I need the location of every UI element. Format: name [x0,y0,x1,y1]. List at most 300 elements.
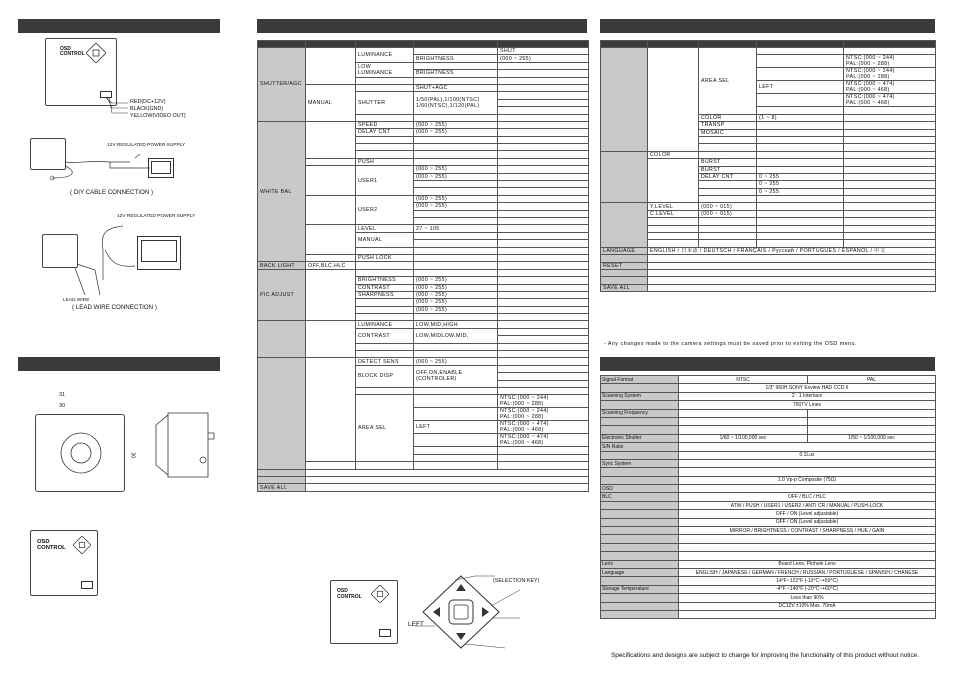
table-cell [679,459,936,467]
table-cell [601,610,679,618]
table-cell [844,225,936,232]
table-cell [356,314,414,321]
table-cell: NTSC:(000 ~ 244) PAL:(000 ~ 288) [844,55,936,68]
table-cell [757,203,844,210]
table-cell: LEVEL [356,225,414,232]
table-cell: LUMINANCE [356,48,414,63]
table-row [258,195,589,202]
camera-osd-small [330,580,398,644]
table-cell [356,462,414,469]
table-cell [498,254,589,261]
table-row [258,254,589,261]
table-cell [601,255,648,262]
table-cell: Storage Temperature [601,585,679,593]
table-cell [601,48,648,152]
table-cell [498,240,589,247]
table-cell [808,426,936,434]
table-row [601,535,936,543]
footer-disclaimer: Specifications and designs are subject to change for improving the functionality of this product without notice. [611,652,919,659]
table-cell [757,129,844,136]
table-cell [306,195,356,225]
table-cell [356,77,414,84]
table-cell [498,114,589,121]
table-cell: LEFT [757,81,844,94]
table-cell [498,158,589,165]
table-cell: ENGLISH / JAPANESE / GERMAN / FRENCH / RUSSIAN / PORTUGUESE / SPANISH / CHANESE [679,568,936,576]
table-cell [498,321,589,328]
table-row [258,48,589,55]
wire-yellow-label: YELLOW(VIDEO OUT) [130,113,186,119]
table-cell: 2 : 1 Interlace [679,392,936,400]
table-cell [844,151,936,158]
table-cell [699,151,757,158]
table-cell [699,136,757,143]
table-cell: BRIGHTNESS [414,70,498,77]
table-cell [844,159,936,166]
table-cell: AREA SEL [356,395,414,462]
table-cell: -4°F ~140°F (-20°C~+60°C) [679,585,936,593]
table-row [601,240,936,247]
table-cell [498,232,589,239]
table-cell [414,181,498,188]
table-cell [757,136,844,143]
table-cell [498,77,589,84]
table-cell: BLOCK DISP [356,365,414,387]
table-cell [498,173,589,180]
table-cell [757,225,844,232]
table-cell: (000 ~ 255) [414,166,498,173]
table-cell: Scanning System [601,392,679,400]
table-cell: (000 ~ 255) [414,195,498,202]
table-cell [648,262,936,269]
table-cell [601,203,648,247]
menu-reset: RESET [601,262,648,269]
table-row [258,469,589,476]
table-cell [699,225,757,232]
table-cell [757,144,844,151]
table-cell [498,107,589,114]
table-cell [258,469,306,476]
table-cell [699,181,757,188]
table-cell: (000 ~ 255) [414,299,498,306]
table-cell [498,358,589,365]
table-cell: NTSC:(000 ~ 474) PAL:(000 ~ 468) [498,434,589,447]
table-cell: Sync System [601,459,679,467]
table-cell [414,48,498,55]
table-cell [679,409,808,417]
table-cell [757,41,844,48]
table-cell: COLOR [699,114,757,121]
table-cell [679,468,936,476]
table-cell [699,233,757,240]
table-cell [601,41,648,48]
menu-language: LANGUAGE [601,247,648,254]
menu-save-all: SAVE ALL [258,484,306,491]
table-cell: MANUAL [306,84,356,121]
table-cell [757,94,844,107]
table-cell: 27 ~ 105 [414,225,498,232]
table-cell: NTSC:(000 ~ 244) PAL:(000 ~ 288) [498,395,589,408]
table-cell [306,321,356,358]
table-cell [679,485,936,493]
table-row [601,247,936,254]
table-cell: SHUT+AGC [414,84,498,91]
table-cell: OFF / BLC / HLC [679,493,936,501]
menu-back-light: BACK LIGHT [258,262,306,269]
table-cell [356,84,414,91]
table-cell [601,269,648,276]
osd-joystick-icon [86,43,106,63]
table-cell [306,48,356,85]
table-cell [844,114,936,121]
table-cell [498,217,589,224]
table-row [601,594,936,602]
table-cell: (000 ~ 015) [699,210,757,217]
table-cell: 1/50(PAL),1/100(NTSC) 1/60(NTSC),1/120(PAL) [414,92,498,114]
table-row [601,417,936,425]
table-cell [414,62,498,69]
table-cell: SPEED [356,121,414,128]
table-row [601,518,936,526]
table-row [258,166,589,173]
table-cell [844,48,936,55]
table-cell [498,151,589,158]
table-row [601,262,936,269]
table-cell: SHUT [498,48,589,55]
table-cell [414,136,498,143]
table-row [601,510,936,518]
table-cell: 0 ~ 255 [757,188,844,195]
table-cell [356,387,414,394]
table-cell [844,196,936,203]
table-cell [498,365,589,372]
table-cell: DETECT SENS [356,358,414,365]
table-row [601,151,936,158]
table-cell [498,373,589,380]
table-cell: CONTRAST [356,284,414,291]
table-cell [601,384,679,392]
table-cell [844,144,936,151]
osd-menu-table-1 [257,40,589,492]
table-cell [699,41,757,48]
table-cell: 1/50 ~ 1/100,000 sec [808,434,936,442]
table-row [601,376,936,384]
table-cell: BURST [699,159,757,166]
table-cell [414,158,498,165]
table-cell: LUMINANCE [356,321,414,328]
table-cell [306,476,589,483]
table-cell: 1/3" 960H SONY Exview HAD CCD II [679,384,936,392]
table-cell [414,114,498,121]
table-row [601,203,936,210]
table-cell [498,129,589,136]
table-cell: (000 ~ 255) [414,358,498,365]
table-cell [844,240,936,247]
table-cell [844,210,936,217]
table-cell: OFF,BLC,HLC [306,262,356,269]
table-row [601,451,936,459]
table-cell [844,203,936,210]
table-cell [648,277,936,284]
table-row [601,426,936,434]
lens-icon [57,429,105,477]
table-cell [356,247,414,254]
table-cell [356,144,414,151]
table-cell [808,417,936,425]
table-row [601,485,936,493]
table-cell [844,136,936,143]
table-cell [699,144,757,151]
table-cell [306,484,589,491]
table-cell [414,395,498,408]
table-cell [601,277,648,284]
section-header-bar [18,357,220,371]
table-cell [648,269,936,276]
table-cell [757,122,844,129]
table-cell [648,41,699,48]
table-cell [356,343,414,350]
table-cell: S/N Ratio [601,443,679,451]
table-cell: (000 ~ 255) [414,284,498,291]
table-row [601,41,936,48]
table-cell: Lens [601,560,679,568]
psu-label-2: 12V REGULATED POWER SUPPLY [117,214,196,219]
table-row [258,484,589,491]
table-row [258,321,589,328]
table-cell: (000 ~ 255) [414,306,498,313]
table-cell [306,121,356,158]
table-cell: NTSC:(000 ~ 474) PAL:(000 ~ 468) [844,94,936,107]
table-row [601,543,936,551]
table-cell [498,188,589,195]
table-cell [601,401,679,409]
table-cell [498,387,589,394]
monitor-icon [148,158,174,178]
table-cell [356,351,414,358]
table-cell [601,417,679,425]
table-cell [498,328,589,335]
table-cell [601,552,679,560]
table-cell [306,158,356,165]
section-header-bar [257,19,587,33]
table-cell [258,476,306,483]
table-cell: Board Lens, Pinhole Lens [679,560,936,568]
table-cell [356,136,414,143]
table-cell [498,144,589,151]
table-cell [648,48,699,152]
table-cell [648,233,699,240]
table-cell [757,151,844,158]
table-cell [356,299,414,306]
table-cell [306,41,356,48]
table-cell [699,196,757,203]
table-cell [414,240,498,247]
section-header-bar [600,19,935,33]
table-cell [414,262,498,269]
table-cell [414,188,498,195]
table-cell [601,527,679,535]
table-cell [757,107,844,114]
table-cell: BRIGHTNESS [414,55,498,62]
table-cell [757,218,844,225]
table-cell: AREA SEL [699,48,757,115]
table-cell [498,306,589,313]
table-cell [679,417,808,425]
table-cell: (1 ~ 8) [757,114,844,121]
table-row [601,284,936,291]
table-cell: PAL [808,376,936,384]
table-cell [414,254,498,261]
table-cell [414,247,498,254]
table-cell [757,159,844,166]
table-cell [306,358,356,462]
table-row [258,358,589,365]
section-header-bar [600,357,935,371]
table-cell: Scanning Frequency [601,409,679,417]
table-cell [601,535,679,543]
table-cell: ENGLISH / 日本語 / DEUTSCH / FRANÇAIS / Русский / PORTUGUÊS / ESPAÑOL / 中文 [648,247,936,254]
table-cell: (000 ~ 255) [414,277,498,284]
psu-label-1: 12V REGULATED POWER SUPPLY [107,143,186,148]
table-cell [757,210,844,217]
table-row [601,401,936,409]
table-cell: Y.LEVEL [648,203,699,210]
table-row [601,468,936,476]
table-cell: 14°F~122°F (-10°C~+50°C) [679,577,936,585]
table-cell [356,114,414,121]
diy-connection-caption: ( DIY CABLE CONNECTION ) [70,189,154,196]
osd-joystick-icon [73,536,91,554]
osd-label: OSD CONTROL [337,588,362,600]
table-row [601,585,936,593]
table-cell: Less than 90% [679,594,936,602]
table-cell [498,291,589,298]
table-row [601,210,936,217]
table-cell: Language [601,568,679,576]
table-cell [498,203,589,210]
table-cell: CONTRAST [356,328,414,343]
table-cell [844,173,936,180]
table-cell [414,454,498,461]
table-cell [498,62,589,69]
table-cell: (000 ~ 255) [414,121,498,128]
table-cell [844,129,936,136]
wire-black-label: BLACK(GND) [130,106,164,112]
table-cell [356,41,414,48]
table-cell: OFF / ON (Level adjustable) [679,518,936,526]
table-cell [844,188,936,195]
table-cell [699,218,757,225]
table-cell [356,262,414,269]
table-cell [414,217,498,224]
table-cell [414,447,498,454]
table-cell: NTSC:(000 ~ 474) PAL:(000 ~ 468) [498,421,589,434]
table-cell [414,387,498,394]
table-cell [258,41,306,48]
table-row [601,577,936,585]
table-cell [601,543,679,551]
table-cell: (000 ~ 255) [414,203,498,210]
table-cell: Electronic Shutter [601,434,679,442]
table-cell [414,269,498,276]
table-row [258,462,589,469]
table-row [601,255,936,262]
table-row [258,84,589,91]
table-cell [601,476,679,484]
table-cell [648,240,699,247]
table-row [258,121,589,128]
menu-white-bal: WHITE BAL [258,121,306,261]
table-cell [498,299,589,306]
table-cell [498,262,589,269]
table-cell [679,443,936,451]
osd-menu-table-2 [600,40,936,292]
table-cell [306,462,356,469]
table-cell [414,434,498,447]
table-cell: TRANSP [699,122,757,129]
table-cell: OFF / ON (Level adjustable) [679,510,936,518]
table-cell: USER2 [356,195,414,225]
table-cell [601,577,679,585]
lead-connection-caption: ( LEAD WIRE CONNECTION ) [72,304,157,311]
table-cell [699,240,757,247]
monitor-large-icon [137,236,181,270]
table-row [601,527,936,535]
table-cell [679,552,936,560]
left-key-label: LEFT [408,621,424,628]
table-cell [498,269,589,276]
save-note: - Any changes made to the camera settings must be saved prior to exiting the OSD menu. [604,341,857,347]
table-row [601,384,936,392]
table-row [601,610,936,618]
table-cell [679,543,936,551]
table-row [601,602,936,610]
table-cell: LOW,MIDLOW,MID, [414,328,498,343]
table-row [601,225,936,232]
table-cell: SHARPNESS [356,291,414,298]
table-cell [601,602,679,610]
table-row [601,409,936,417]
table-cell [498,247,589,254]
table-row [601,277,936,284]
table-cell [498,277,589,284]
table-cell [258,321,306,358]
selection-key-label: (SELECTION KEY) [493,578,540,584]
table-cell [679,535,936,543]
table-cell: PUSH LOCK [356,254,414,261]
table-row [601,501,936,509]
table-cell [498,454,589,461]
table-cell [648,284,936,291]
table-cell: DELAY CNT [699,173,757,180]
table-row [601,476,936,484]
table-cell [498,84,589,91]
table-cell [414,351,498,358]
table-cell [498,210,589,217]
table-cell: C.LEVEL [648,210,699,217]
table-cell [757,48,844,55]
wire-red-label: RED(DC+12V) [130,99,166,105]
section-header-bar [18,19,220,33]
table-cell [844,122,936,129]
table-cell [258,358,306,469]
table-cell: ATW / PUSH / USER1 / USER2 / ANTI CR / MANUAL / PUSH-LOCK [679,501,936,509]
dim-height-30: 30 [129,452,136,459]
table-cell: MANUAL [356,232,414,247]
table-cell [679,426,808,434]
table-cell [498,284,589,291]
table-cell: PUSH [356,158,414,165]
